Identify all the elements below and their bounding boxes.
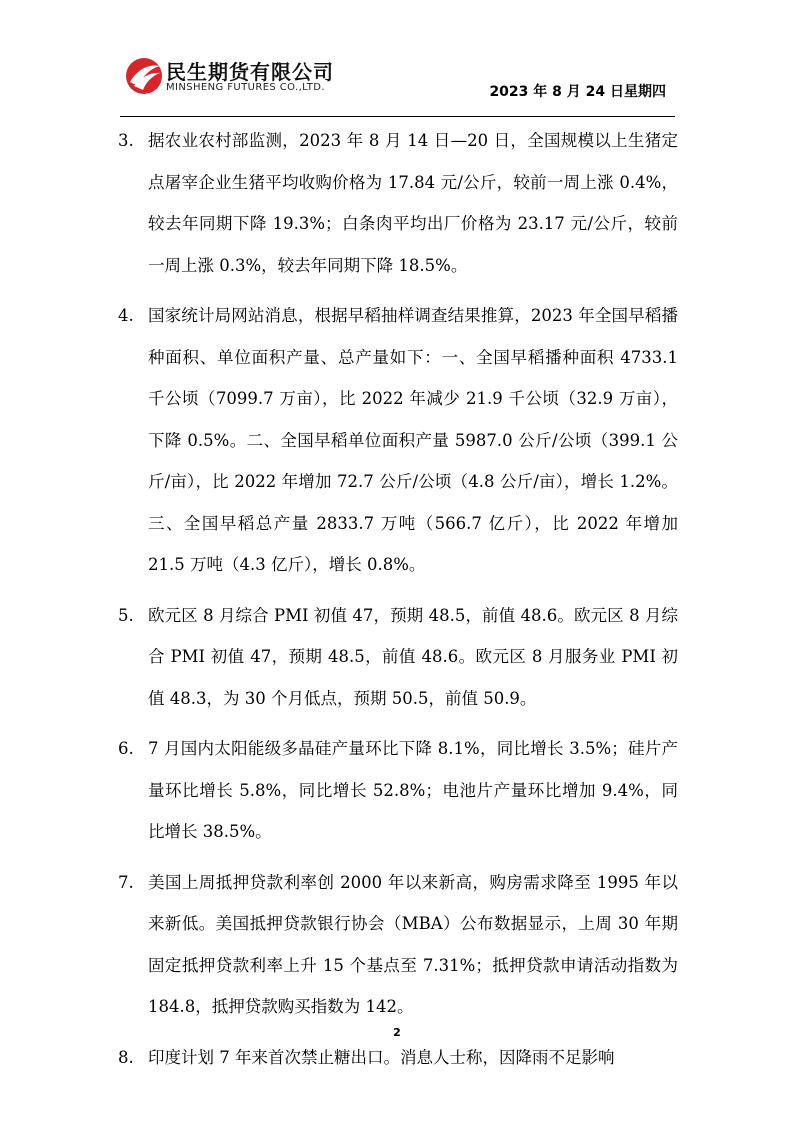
item-text: 美国上周抵押贷款利率创 2000 年以来新高，购房需求降至 1995 年以来新低。美国抵押贷款银行协会（MBA）公布数据显示，上周 30 年期固定抵押贷款利率上升 15 个基点至 7.31%；抵押贷款申请活动指数为 184.8，抵押贷款购买指数为 142。 [148, 872, 678, 1016]
company-logo [124, 56, 364, 100]
item-number: 5. [118, 605, 134, 625]
header-divider [120, 116, 675, 117]
report-date: 2023 年 8 月 24 日星期四 [489, 84, 666, 100]
list-item [118, 728, 678, 853]
item-number: 6. [118, 739, 134, 758]
list-item [118, 595, 678, 720]
company-name-cn: 民生期货有限公司 [166, 60, 334, 84]
page-header [0, 0, 794, 120]
item-number: 4. [118, 306, 134, 325]
company-name-en: MINSHENG FUTURES CO.,LTD. [166, 82, 325, 93]
page-number: 2 [393, 1026, 401, 1039]
item-text: 7 月国内太阳能级多晶硅产量环比下降 8.1%，同比增长 3.5%；硅片产量环比增长 5.8%，同比增长 52.8%；电池片产量环比增加 9.4%，同比增长 38.5%。 [148, 739, 678, 841]
item-text: 欧元区 8 月综合 PMI 初值 47，预期 48.5，前值 48.6。欧元区 8 月综合 PMI 初值 47，预期 48.5，前值 48.6。欧元区 8 月服务业 PMI 初值 48.3，为 30 个月低点，预期 50.5，前值 50.9。 [148, 605, 678, 708]
item-number: 3. [118, 131, 134, 150]
minsheng-logo-icon [124, 56, 164, 96]
item-text: 国家统计局网站消息，根据早稻抽样调查结果推算，2023 年全国早稻播种面积、单位面积产量、总产量如下：一、全国早稻播种面积 4733.1 千公顷（7099.7 万亩），比 2022 年减少 21.9 千公顷（32.9 万亩），下降 0.5%。二、全国早稻单位面积产量 5987.0 公斤/公顷（399.1 公斤/亩），比 2022 年增加 72.7 公斤/公顷（4.8 公斤/亩），增长 1.2%。三、全国早稻总产量 2833.7 万吨（566.7 亿斤），比 2022 年增加 21.5 万吨（4.3 亿斤），增长 0.8%。 [148, 306, 678, 574]
item-text: 据农业农村部监测，2023 年 8 月 14 日—20 日，全国规模以上生猪定点屠宰企业生猪平均收购价格为 17.84 元/公斤，较前一周上涨 0.4%，较去年同期下降 19.3%；白条肉平均出厂价格为 23.17 元/公斤，较前一周上涨 0.3%，较去年同期下降 18.5%。 [148, 131, 678, 275]
news-list [118, 120, 678, 1078]
list-item [118, 1037, 678, 1079]
list-item [118, 862, 678, 1028]
list-item [118, 295, 678, 586]
item-text: 印度计划 7 年来首次禁止糖出口。消息人士称，因降雨不足影响 [148, 1047, 615, 1067]
item-number: 8. [118, 1047, 134, 1067]
item-number: 7. [118, 872, 134, 892]
list-item [118, 120, 678, 286]
